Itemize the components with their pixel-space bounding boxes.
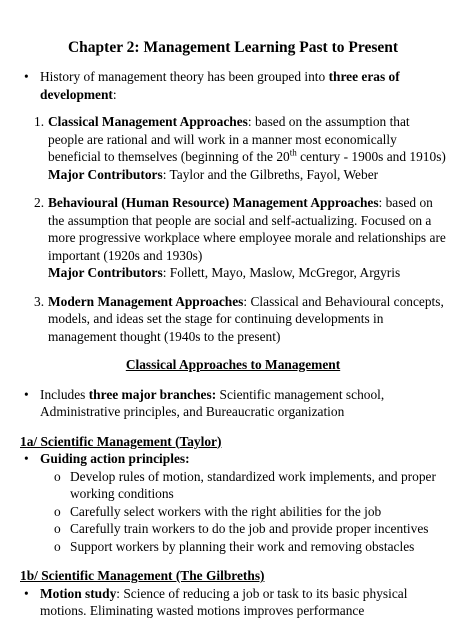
circle-bullet-icon: o	[54, 468, 61, 484]
era-name: Classical Management Approaches	[48, 114, 248, 129]
list-item-text: Support workers by planning their work and removing obstacles	[70, 538, 415, 554]
bullet-icon: •	[24, 69, 29, 84]
branches-bold: three major branches:	[88, 386, 217, 402]
era-item	[20, 194, 446, 282]
contributors-text: : Follett, Mayo, Maslow, McGregor, Argyris	[162, 265, 401, 280]
principles-list	[20, 468, 446, 556]
circle-bullet-icon: o	[54, 538, 61, 554]
circle-bullet-icon: o	[54, 521, 61, 536]
list-item	[54, 468, 446, 503]
contributors-label: Major Contributors	[48, 265, 163, 280]
subsection-heading-1a: 1a/ Scientific Management (Taylor)	[20, 433, 222, 449]
era-item	[20, 293, 446, 346]
list-item	[54, 503, 446, 521]
era-name: Modern Management Approaches	[48, 293, 244, 309]
list-item-text: Carefully select workers with the right abilities for the job	[70, 503, 382, 519]
list-item-text: Develop rules of motion, standardized work implements, and proper working conditions	[70, 468, 436, 501]
branches-text-end: Scientific management school, Administrative principles, and Bureaucratic organization	[40, 386, 385, 419]
list-item	[54, 538, 446, 556]
era-number: 3.	[34, 293, 45, 309]
branches-text: Includes	[40, 386, 89, 402]
era-desc: : Classical and Behavioural concepts, models, and ideas set the stage for continuing developments in management thought (1940s to the present)	[48, 293, 444, 344]
era-number: 1.	[34, 114, 45, 129]
eras-list	[20, 113, 446, 345]
contributors-text: : Taylor and the Gilbreths, Fayol, Weber	[162, 166, 379, 182]
era-item	[20, 113, 446, 183]
bullet-icon: •	[24, 386, 29, 402]
era-name: Behavioural (Human Resource) Management Approaches	[48, 195, 379, 210]
era-desc: : based on the assumption that people are social and self-actualizing. Focused on a more progressive workplace where employee morale and relationships are important (1920s and 1930s)	[48, 195, 446, 263]
intro-bold: three eras of development	[40, 69, 400, 102]
principles-bullet	[20, 450, 446, 468]
section-heading: Classical Approaches to Management	[125, 357, 341, 372]
subsection-heading-1b: 1b/ Scientific Management (The Gilbreths)	[20, 568, 265, 583]
era-desc-sup: th	[289, 147, 297, 158]
branches-bullet	[20, 386, 446, 421]
list-item	[54, 520, 446, 538]
intro-bullet	[20, 68, 446, 103]
bullet-icon: •	[24, 585, 29, 601]
motion-study-text: : Science of reducing a job or task to its basic physical motions. Eliminating wasted motions improves performance	[40, 585, 408, 618]
contributors-label: Major Contributors	[48, 166, 163, 182]
intro-text-end: :	[112, 86, 117, 102]
era-number: 2.	[34, 195, 45, 210]
motion-study-label: Motion study	[40, 585, 117, 601]
motion-study-bullet	[20, 585, 446, 620]
bullet-icon: •	[24, 451, 29, 466]
era-desc-end: century - 1900s and 1910s)	[296, 149, 446, 164]
intro-text: History of management theory has been grouped into	[40, 69, 329, 84]
era-desc: : based on the assumption that people are rational and will work in a manner most economically beneficial to themselves (beginning of the 20	[48, 114, 410, 164]
circle-bullet-icon: o	[54, 503, 61, 519]
principles-label: Guiding action principles:	[40, 451, 190, 466]
list-item-text: Carefully train workers to do the job and provide proper incentives	[70, 521, 429, 536]
page-title: Chapter 2: Management Learning Past to Present	[67, 39, 399, 56]
